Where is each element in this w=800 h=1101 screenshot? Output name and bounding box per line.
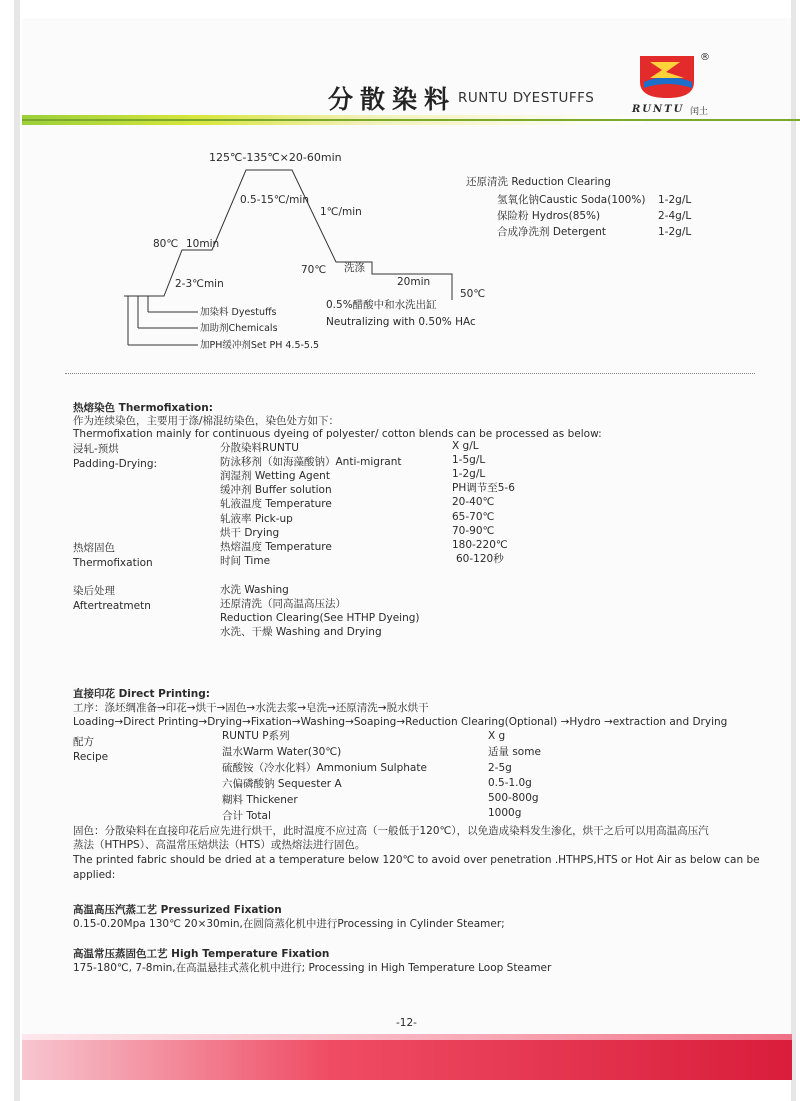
diagram-neutral-cn: 0.5%醋酸中和水洗出缸 [326,299,437,311]
after-step: 还原清洗（同高温高压法） [220,598,346,610]
padding-label-cn: 浸轧-预烘 [73,443,119,455]
recipe-row-value: 2-5g [488,762,512,774]
logo-chinese: 闰土 [690,107,709,117]
thermo-row-name: 轧液率 Pick-up [220,513,293,525]
after-label-en: Aftertreatmetn [73,600,151,612]
thermo-row-value: 180-220℃ [452,539,508,551]
fixation-label-en: Thermofixation [73,557,153,569]
recipe-row-name: 六偏磷酸钠 Sequester A [222,778,342,790]
thermo-row-value: 20-40℃ [452,496,495,508]
thermo-row-name: 缓冲剂 Buffer solution [220,484,332,496]
thermo-intro-en: Thermofixation mainly for continuous dyeing of polyester/ cotton blends can be processed as below: [73,428,602,440]
after-label-cn: 染后处理 [73,585,115,597]
thermo-row-name: 热熔温度 Temperature [220,541,332,553]
title-chinese: 分散染料 [328,85,457,114]
diagram-add-ph: 加PH缓冲剂Set PH 4.5-5.5 [200,340,320,351]
printing-process-cn: 工序：涤坯绸准备→印花→烘干→固色→水洗去浆→皂洗→还原清洗→脱水烘干 [73,702,429,714]
reduction-item-1-value: 1-2g/L [658,194,692,206]
diagram-rate-up: 0.5-15℃/min [240,194,309,206]
recipe-row-name: 糊料 Thickener [222,794,298,806]
diagram-top-label: 125℃-135℃×20-60min [209,151,342,164]
printing-note-en-2: applied: [73,869,116,881]
thermo-row-value: 70-90℃ [452,525,495,537]
diagram-add-chemicals: 加助剂Chemicals [200,323,278,334]
fixation-label-cn: 热熔固色 [73,542,115,554]
recipe-row-name: 硫酸铵（冷水化料）Ammonium Sulphate [222,762,427,774]
pressurized-heading: 高温高压汽蒸工艺 Pressurized Fixation [73,904,282,916]
recipe-row-name: 合计 Total [222,810,271,822]
recipe-row-value: 1000g [488,807,522,819]
after-step: 水洗、干燥 Washing and Drying [220,626,382,638]
reduction-item-2-value: 2-4g/L [658,210,692,222]
recipe-row-value: 0.5-1.0g [488,777,532,789]
printing-note-cn-1: 固色：分散染料在直接印花后应先进行烘干，此时温度不应过高（一般低于120℃），以免造成染料发生渗化，烘干之后可以用高温高压汽 [73,825,709,837]
page-number: -12- [396,1017,417,1029]
thermo-row-name: 时间 Time [220,555,271,567]
thermo-row-value: 60-120秒 [456,553,504,565]
thermo-row-name: 烘干 Drying [220,527,280,539]
recipe-row-value: 500-800g [488,792,539,804]
printing-note-cn-2: 蒸法（HTHPS）、高温常压焙烘法（HTS）或热熔法进行固色。 [73,839,366,851]
pressurized-text: 0.15-0.20Mpa 130℃ 20×30min,在圆筒蒸化机中进行Processing in Cylinder Steamer; [73,918,505,930]
thermo-row-value: PH调节至5-6 [452,482,515,494]
reduction-item-1-name: 氢氧化钠Caustic Soda(100%) [497,194,646,206]
thermo-intro-cn: 作为连续染色，主要用于涤/棉混纺染色，染色处方如下： [73,415,340,427]
diagram-add-dyes: 加染料 Dyestuffs [200,307,277,318]
padding-label-en: Padding-Drying: [73,458,158,470]
thermo-row-value: 1-5g/L [452,454,486,466]
registered-mark: ® [700,52,710,63]
thermo-row-name: 轧液温度 Temperature [220,498,332,510]
recipe-row-value: 适量 some [488,746,541,758]
diagram-rate-down: 1℃/min [320,206,362,218]
diagram-neutral-en: Neutralizing with 0.50% HAc [326,316,476,328]
reduction-item-3-value: 1-2g/L [658,226,692,238]
after-step: Reduction Clearing(See HTHP Dyeing) [220,612,420,624]
diagram-wash: 洗涤 [344,262,365,274]
recipe-row-value: X g [488,730,506,742]
printing-note-en-1: The printed fabric should be dried at a temperature below 120℃ to avoid over penetration .HTHPS,HTS or Hot Air as below can be [73,854,760,866]
recipe-row-name: 温水Warm Water(30℃) [222,746,342,758]
title-english: RUNTU DYESTUFFS [458,90,595,106]
thermo-row-value: X g/L [452,440,479,452]
diagram-temp-70: 70℃ [301,264,327,276]
thermo-row-name: 润湿剂 Wetting Agent [220,470,330,482]
thermo-row-name: 分散染料RUNTU [220,442,299,454]
diagram-temp-80: 80℃ [153,238,179,250]
logo-text: RUNTU [632,104,685,115]
recipe-label-en: Recipe [73,751,109,763]
reduction-item-2-name: 保险粉 Hydros(85%) [497,210,601,222]
hightemp-heading: 高温常压蒸固色工艺 High Temperature Fixation [73,948,330,960]
diagram-temp-50: 50℃ [460,288,486,300]
printing-process-en: Loading→Direct Printing→Drying→Fixation→Washing→Soaping→Reduction Clearing(Optional) →Hydro →extraction and Drying [73,716,728,728]
thermo-row-value: 65-70℃ [452,511,495,523]
thermo-heading: 热熔染色 Thermofixation: [73,402,213,414]
hightemp-text: 175-180℃, 7-8min,在高温悬挂式蒸化机中进行; Processing in High Temperature Loop Steamer [73,962,552,974]
diagram-time-20: 20min [397,276,431,288]
thermo-row-value: 1-2g/L [452,468,486,480]
recipe-label-cn: 配方 [73,736,94,748]
diagram-time-10: 10min [186,238,220,250]
recipe-row-name: RUNTU P系列 [222,730,290,742]
section-divider [65,373,755,374]
reduction-title: 还原清洗 Reduction Clearing [466,176,611,188]
thermo-row-name: 防泳移剂（如海藻酸钠）Anti-migrant [220,456,402,468]
reduction-item-3-name: 合成净洗剂 Detergent [497,226,606,238]
footer-gradient-bar [22,1040,792,1080]
diagram-ramp-rate: 2-3℃min [175,278,224,290]
printing-heading: 直接印花 Direct Printing: [73,688,210,700]
after-step: 水洗 Washing [220,584,289,596]
